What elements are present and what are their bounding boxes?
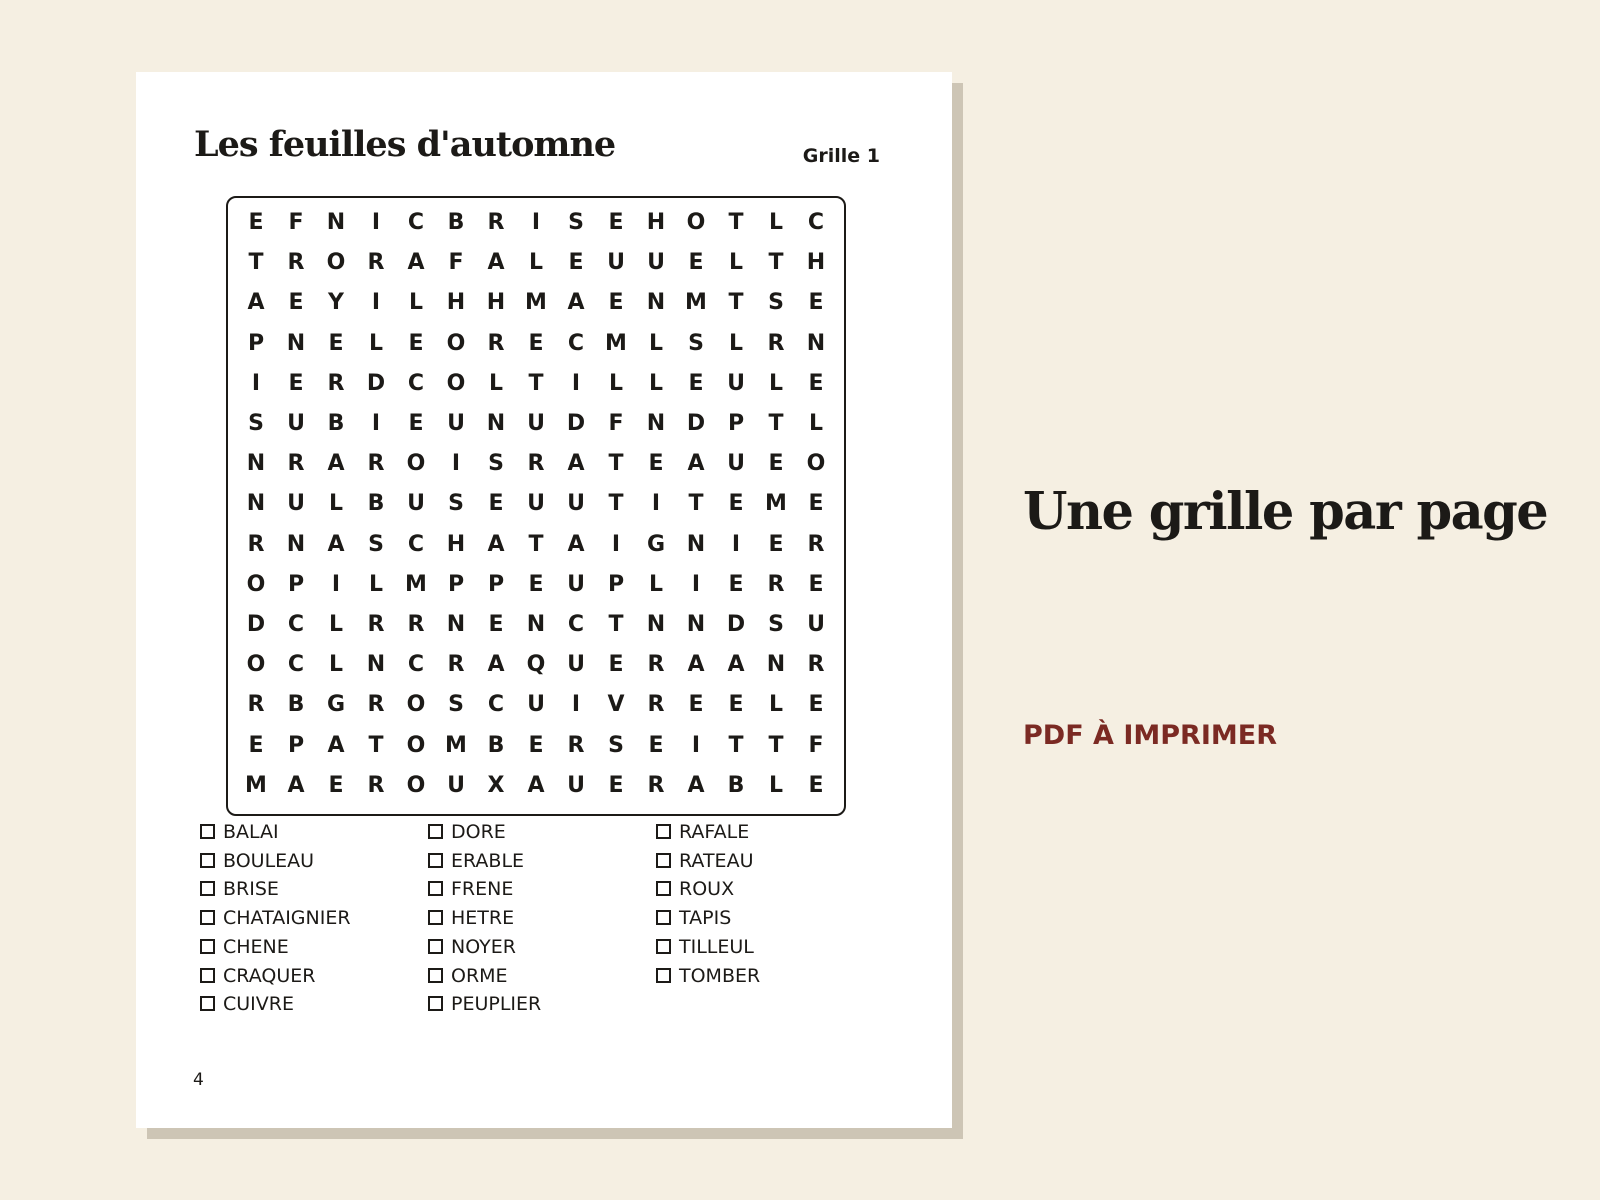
checkbox-icon[interactable] (656, 824, 671, 839)
grid-cell: R (367, 772, 385, 798)
grid-cell: T (248, 250, 264, 276)
grid-cell: E (648, 451, 664, 477)
grid-cell: R (407, 612, 425, 637)
grid-cell: E (528, 571, 544, 597)
grid-cell: R (807, 652, 825, 678)
grid-cell: E (328, 772, 344, 798)
grid-cell: R (487, 330, 505, 356)
grid-cell: E (688, 250, 704, 276)
checkbox-icon[interactable] (656, 910, 671, 925)
word-list-item (428, 818, 506, 846)
grid-cell: A (327, 732, 345, 758)
grid-cell: E (728, 692, 744, 718)
grid-cell: L (488, 370, 504, 396)
grid-cell: E (248, 210, 264, 235)
grid-cell: T (368, 732, 384, 758)
grid-cell: D (566, 411, 586, 436)
grid-cell: H (446, 531, 466, 557)
grid-cell: L (608, 370, 624, 396)
grid-cell: N (526, 612, 546, 637)
grid-cell: P (487, 571, 505, 597)
grid-cell: A (567, 451, 585, 477)
grid-cell: N (446, 612, 466, 637)
word-list-item (200, 933, 289, 961)
word-list-item (200, 990, 294, 1018)
word-list-item (656, 933, 754, 961)
grid-cell: E (808, 290, 824, 316)
letter-grid (226, 196, 846, 816)
grid-cell: A (327, 531, 345, 557)
grid-cell: L (328, 612, 344, 637)
grid-cell: E (648, 732, 664, 758)
grid-cell: N (286, 531, 306, 557)
word-list-item (428, 933, 516, 961)
side-headline: Une grille par page (1023, 482, 1548, 542)
grid-cell: O (446, 370, 466, 396)
grid-cell: E (488, 612, 504, 637)
grid-cell: A (247, 290, 265, 316)
word-label: CUIVRE (223, 993, 294, 1016)
grid-cell: E (528, 732, 544, 758)
checkbox-icon[interactable] (656, 968, 671, 983)
grid-cell: L (408, 290, 424, 316)
grid-cell: C (567, 330, 585, 356)
grid-cell: B (367, 491, 385, 517)
word-label: DORE (451, 821, 506, 843)
word-list-item (656, 847, 753, 875)
grid-cell: E (808, 491, 824, 517)
word-label: TILLEUL (679, 935, 754, 958)
grid-cell: E (288, 370, 304, 396)
grid-cell: L (528, 250, 544, 276)
grid-cell: I (331, 571, 341, 597)
grid-cell: L (728, 330, 744, 356)
grid-cell: I (371, 411, 381, 436)
grid-cell: U (567, 652, 585, 678)
grid-cell: F (808, 732, 824, 758)
grid-cell: E (808, 370, 824, 396)
checkbox-icon[interactable] (200, 881, 215, 896)
grid-cell: X (487, 772, 505, 798)
side-subline: PDF À IMPRIMER (1023, 720, 1277, 751)
grid-cell: R (767, 330, 785, 356)
grid-cell: P (607, 571, 625, 597)
grid-cell: I (571, 692, 581, 718)
grid-cell: L (768, 210, 784, 235)
grid-cell: A (287, 772, 305, 798)
grid-cell: L (328, 652, 344, 678)
grid-cell: R (247, 531, 265, 557)
grid-cell: P (447, 571, 465, 597)
word-list-item (200, 904, 351, 932)
grid-cell: L (768, 370, 784, 396)
grid-cell: C (407, 652, 425, 678)
grid-cell: N (686, 531, 706, 557)
grid-cell: T (608, 612, 624, 637)
grid-cell: A (567, 531, 585, 557)
grid-cell: T (688, 491, 704, 517)
grid-cell: M (445, 732, 467, 758)
puzzle-page (136, 72, 952, 1128)
grid-cell: C (407, 531, 425, 557)
grid-cell: I (731, 531, 741, 557)
checkbox-icon[interactable] (200, 996, 215, 1011)
grid-cell: T (768, 250, 784, 276)
grid-cell: R (367, 612, 385, 637)
grid-cell: H (486, 290, 506, 316)
grid-cell: F (608, 411, 624, 436)
word-list-item (200, 847, 314, 875)
checkbox-icon[interactable] (428, 968, 443, 983)
grid-cell: I (611, 531, 621, 557)
grid-cell: A (727, 652, 745, 678)
grid-cell: R (287, 250, 305, 276)
grid-cell: B (727, 772, 745, 798)
grid-cell: E (728, 571, 744, 597)
checkbox-icon[interactable] (656, 881, 671, 896)
grid-cell: E (488, 491, 504, 517)
grid-cell: H (646, 210, 666, 235)
grid-cell: L (368, 571, 384, 597)
grid-cell: E (808, 772, 824, 798)
grid-cell: M (685, 290, 707, 316)
grid-cell: E (808, 692, 824, 718)
grid-cell: D (246, 612, 266, 637)
grid-cell: A (327, 451, 345, 477)
grid-cell: E (728, 491, 744, 517)
word-list-item (200, 818, 279, 846)
grid-cell: U (447, 772, 465, 798)
word-list-item (428, 904, 514, 932)
grid-cell: R (327, 370, 345, 396)
checkbox-icon[interactable] (200, 968, 215, 983)
grid-cell: F (448, 250, 464, 276)
grid-cell: N (246, 491, 266, 517)
grid-cell: O (446, 330, 466, 356)
grid-cell: S (488, 451, 504, 477)
grid-cell: N (246, 451, 266, 477)
grid-cell: R (487, 210, 505, 235)
grid-cell: C (407, 370, 425, 396)
grid-cell: E (288, 290, 304, 316)
grid-cell: E (808, 571, 824, 597)
grid-cell: U (447, 411, 465, 436)
grid-cell: S (448, 491, 464, 517)
grid-cell: E (768, 451, 784, 477)
grid-cell: N (766, 652, 786, 678)
grid-cell: A (487, 652, 505, 678)
grid-cell: U (527, 411, 545, 436)
grid-cell: G (326, 692, 346, 718)
grid-cell: S (368, 531, 384, 557)
grid-cell: Y (328, 290, 344, 316)
word-list-item (428, 875, 513, 903)
word-label: RATEAU (679, 849, 754, 872)
word-label: CHENE (223, 935, 289, 958)
grid-cell: I (651, 491, 661, 517)
grid-cell: S (768, 612, 784, 637)
grid-cell: I (531, 210, 541, 235)
grid-cell: E (248, 732, 264, 758)
checkbox-icon[interactable] (200, 910, 215, 925)
word-list-item (656, 818, 749, 846)
grid-cell: S (608, 732, 624, 758)
grid-cell: M (765, 491, 787, 517)
page-title: Les feuilles d'automne (194, 124, 616, 165)
checkbox-icon[interactable] (200, 853, 215, 868)
grid-cell: O (406, 732, 426, 758)
grid-cell: U (407, 491, 425, 517)
grid-cell: N (646, 612, 666, 637)
grid-cell: E (688, 692, 704, 718)
grid-cell: N (646, 411, 666, 436)
word-label: CHATAIGNIER (223, 907, 351, 930)
word-label: NOYER (451, 935, 516, 958)
word-label: ORME (451, 964, 508, 987)
grid-cell: T (728, 732, 744, 758)
grid-cell: S (248, 411, 264, 436)
grid-cell: R (767, 571, 785, 597)
grid-cell: M (405, 571, 427, 597)
word-list-item (428, 962, 508, 990)
grid-cell: U (567, 491, 585, 517)
grid-cell: C (567, 612, 585, 637)
grid-cell: I (371, 210, 381, 235)
grid-cell: N (366, 652, 386, 678)
word-label: ERABLE (451, 849, 525, 872)
grid-cell: L (648, 330, 664, 356)
word-label: PEUPLIER (451, 993, 542, 1016)
grid-cell: U (727, 370, 745, 396)
grid-cell: T (608, 451, 624, 477)
grid-cell: U (527, 692, 545, 718)
grid-cell: M (245, 772, 267, 798)
grid-cell: V (607, 692, 625, 718)
grid-cell: E (608, 290, 624, 316)
word-label: BRISE (223, 878, 279, 901)
grid-cell: R (367, 692, 385, 718)
grid-cell: A (407, 250, 425, 276)
grid-cell: B (487, 732, 505, 758)
grid-cell: O (806, 451, 826, 477)
grid-cell: S (568, 210, 584, 235)
grid-cell: L (648, 370, 664, 396)
grid-cell: S (448, 692, 464, 718)
word-label: TAPIS (679, 907, 732, 930)
grid-cell: R (807, 531, 825, 557)
grid-cell: U (567, 772, 585, 798)
grid-cell: O (406, 692, 426, 718)
grid-cell: R (527, 451, 545, 477)
grid-cell: E (408, 411, 424, 436)
grid-cell: L (768, 772, 784, 798)
grid-cell: U (287, 491, 305, 517)
grid-cell: H (446, 290, 466, 316)
grid-cell: A (487, 250, 505, 276)
grid-cell: B (327, 411, 345, 436)
grid-cell: E (768, 531, 784, 557)
grid-cell: P (287, 571, 305, 597)
word-label: TOMBER (679, 964, 761, 987)
checkbox-icon[interactable] (428, 910, 443, 925)
word-list-item (200, 875, 279, 903)
word-list-item (656, 875, 734, 903)
word-label: ROUX (679, 878, 735, 901)
grid-cell: R (367, 451, 385, 477)
grid-cell: L (328, 491, 344, 517)
grid-cell: C (287, 612, 305, 637)
checkbox-icon[interactable] (428, 881, 443, 896)
grid-cell: A (687, 451, 705, 477)
grid-cell: U (527, 491, 545, 517)
grid-cell: A (687, 772, 705, 798)
checkbox-icon[interactable] (200, 824, 215, 839)
grid-cell: M (525, 290, 547, 316)
grid-label: Grille 1 (802, 145, 880, 167)
word-list-item (200, 962, 315, 990)
grid-cell: I (251, 370, 261, 396)
word-label: RAFALE (679, 821, 750, 843)
grid-cell: C (407, 210, 425, 235)
grid-cell: O (406, 451, 426, 477)
checkbox-icon[interactable] (428, 853, 443, 868)
grid-cell: R (247, 692, 265, 718)
grid-cell: T (728, 210, 744, 235)
grid-cell: I (571, 370, 581, 396)
grid-cell: I (691, 571, 701, 597)
grid-cell: S (768, 290, 784, 316)
grid-cell: P (287, 732, 305, 758)
grid-cell: E (568, 250, 584, 276)
grid-cell: U (287, 411, 305, 436)
checkbox-icon[interactable] (656, 853, 671, 868)
grid-cell: T (528, 531, 544, 557)
grid-cell: R (567, 732, 585, 758)
grid-cell: I (451, 451, 461, 477)
grid-cell: L (808, 411, 824, 436)
grid-cell: R (447, 652, 465, 678)
grid-cell: I (371, 290, 381, 316)
grid-cell: I (691, 732, 701, 758)
word-list-item (428, 847, 524, 875)
word-label: CRAQUER (223, 964, 316, 987)
grid-cell: U (607, 250, 625, 276)
grid-cell: U (567, 571, 585, 597)
grid-cell: T (768, 732, 784, 758)
grid-cell: T (728, 290, 744, 316)
grid-cell: L (648, 571, 664, 597)
word-label: HETRE (451, 907, 515, 930)
grid-cell: A (527, 772, 545, 798)
grid-cell: E (608, 772, 624, 798)
grid-cell: N (646, 290, 666, 316)
page-number: 4 (193, 1070, 204, 1090)
word-list-item (656, 904, 731, 932)
grid-cell: B (447, 210, 465, 235)
grid-cell: A (687, 652, 705, 678)
grid-cell: U (727, 451, 745, 477)
checkbox-icon[interactable] (656, 939, 671, 954)
grid-cell: N (486, 411, 506, 436)
grid-cell: U (807, 612, 825, 637)
word-list-item (656, 962, 760, 990)
grid-cell: L (728, 250, 744, 276)
grid-cell: M (605, 330, 627, 356)
word-list-item (428, 990, 541, 1018)
grid-cell: C (487, 692, 505, 718)
grid-cell: T (528, 370, 544, 396)
checkbox-icon[interactable] (428, 939, 443, 954)
grid-cell: S (688, 330, 704, 356)
grid-cell: F (288, 210, 304, 235)
grid-cell: L (368, 330, 384, 356)
grid-cell: O (326, 250, 346, 276)
grid-cell: B (287, 692, 305, 718)
grid-cell: H (806, 250, 826, 276)
grid-cell: U (647, 250, 665, 276)
grid-cell: D (726, 612, 746, 637)
grid-cell: Q (526, 652, 546, 678)
grid-cell: E (328, 330, 344, 356)
grid-cell: C (807, 210, 825, 235)
grid-cell: G (646, 531, 666, 557)
grid-cell: A (487, 531, 505, 557)
grid-cell: R (647, 772, 665, 798)
grid-cell: N (326, 210, 346, 235)
grid-cell: R (647, 652, 665, 678)
grid-cell: R (647, 692, 665, 718)
grid-cell: T (768, 411, 784, 436)
grid-cell: N (806, 330, 826, 356)
grid-cell: E (528, 330, 544, 356)
word-label: BOULEAU (223, 849, 315, 872)
checkbox-icon[interactable] (428, 824, 443, 839)
grid-cell: E (608, 210, 624, 235)
grid-cell: N (286, 330, 306, 356)
grid-cell: R (287, 451, 305, 477)
grid-cell: R (367, 250, 385, 276)
grid-cell: O (406, 772, 426, 798)
grid-cell: P (727, 411, 745, 436)
grid-cell: D (686, 411, 706, 436)
word-label: BALAI (223, 821, 279, 843)
checkbox-icon[interactable] (428, 996, 443, 1011)
grid-cell: A (567, 290, 585, 316)
grid-cell: E (608, 652, 624, 678)
grid-cell: P (247, 330, 265, 356)
grid-cell: C (287, 652, 305, 678)
grid-cell: D (366, 370, 386, 396)
checkbox-icon[interactable] (200, 939, 215, 954)
grid-cell: E (408, 330, 424, 356)
grid-cell: L (768, 692, 784, 718)
grid-cell: O (686, 210, 706, 235)
grid-cell: O (246, 652, 266, 678)
grid-cell: O (246, 571, 266, 597)
word-label: FRENE (451, 878, 514, 901)
grid-cell: E (688, 370, 704, 396)
grid-cell: T (608, 491, 624, 517)
grid-cell: N (686, 612, 706, 637)
